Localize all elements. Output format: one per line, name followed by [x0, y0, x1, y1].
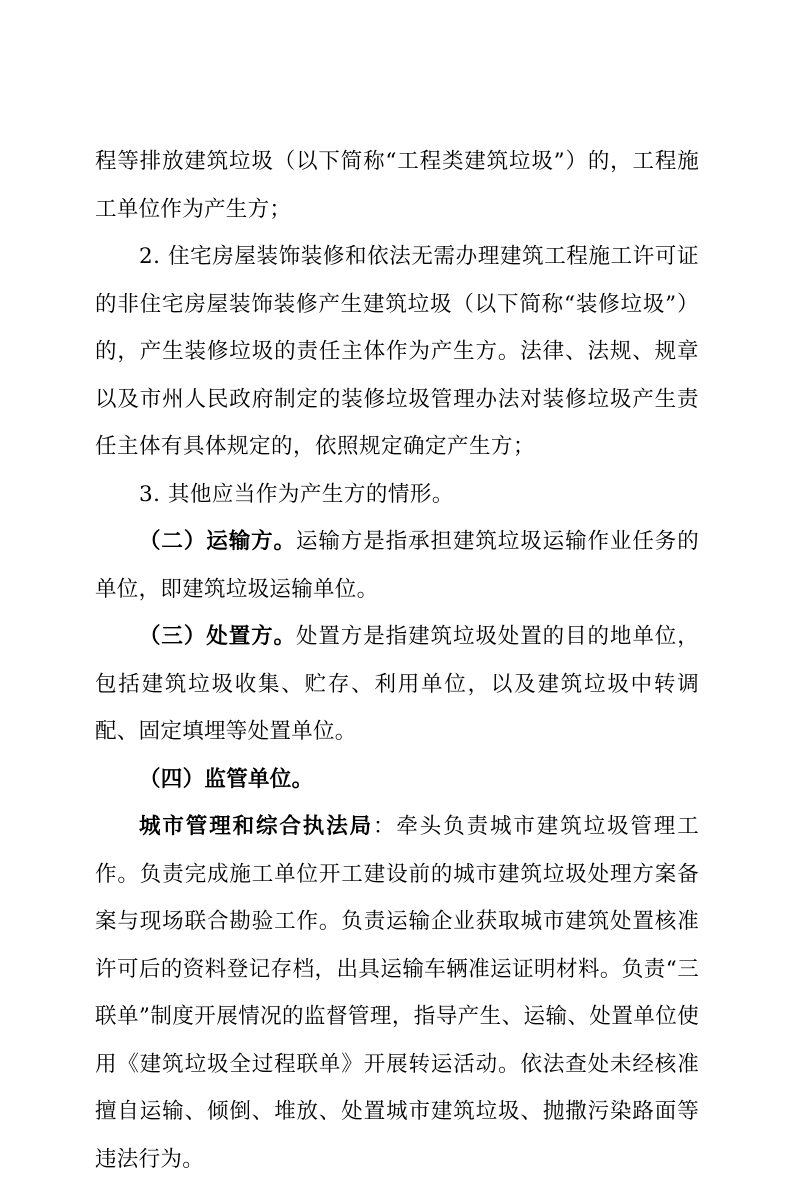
document-body — [95, 138, 699, 1183]
paragraph — [95, 233, 699, 471]
paragraph-heading-inline: （三）处置方。 — [139, 624, 296, 649]
paragraph-heading-inline: （四）监管单位。 — [139, 766, 314, 792]
paragraph-text: 2. 住宅房屋装饰装修和依法无需办理建筑工程施工许可证的非住宅房屋装饰装修产生建筑垃圾（以下简称“装修垃圾”）的，产生装修垃圾的责任主体作为产生方。法律、法规、规章以及市州人民政府制定的装修垃圾管理办法对装修垃圾产生责任主体有具体规定的，依照规定确定产生方； — [95, 244, 699, 459]
paragraph-text: 运输方是指承担建筑垃圾运输作业任务的单位，即建筑垃圾运输单位。 — [95, 529, 700, 602]
paragraph — [95, 756, 699, 804]
paragraph-text: 3. 其他应当作为产生方的情形。 — [139, 481, 454, 507]
paragraph — [95, 138, 699, 233]
paragraph — [95, 518, 699, 613]
paragraph-text: 程等排放建筑垃圾（以下简称“工程类建筑垃圾”）的，工程施工单位作为产生方； — [95, 149, 699, 222]
paragraph-heading-inline: （二）运输方。 — [139, 529, 296, 554]
paragraph — [95, 613, 699, 756]
paragraph-text: 处置方是指建筑垃圾处置的目的地单位，包括建筑垃圾收集、贮存、利用单位，以及建筑垃圾中转调配、固定填埋等处置单位。 — [95, 624, 700, 744]
paragraph-heading-inline: 城市管理和综合执法局 — [139, 814, 373, 839]
paragraph-text: ：牵头负责城市建筑垃圾管理工作。负责完成施工单位开工建设前的城市建筑垃圾处理方案备案与现场联合勘验工作。负责运输企业获取城市建筑处置核准许可后的资料登记存档，出具运输车辆准运证明材料。负责“三联单”制度开展情况的监督管理，指导产生、运输、处置单位使用《建筑垃圾全过程联单》开展转运活动。依法查处未经核准擅自运输、倾倒、堆放、处置城市建筑垃圾、抛撒污染路面等违法行为。 — [95, 814, 699, 1172]
paragraph — [95, 803, 699, 1183]
paragraph — [95, 471, 699, 519]
